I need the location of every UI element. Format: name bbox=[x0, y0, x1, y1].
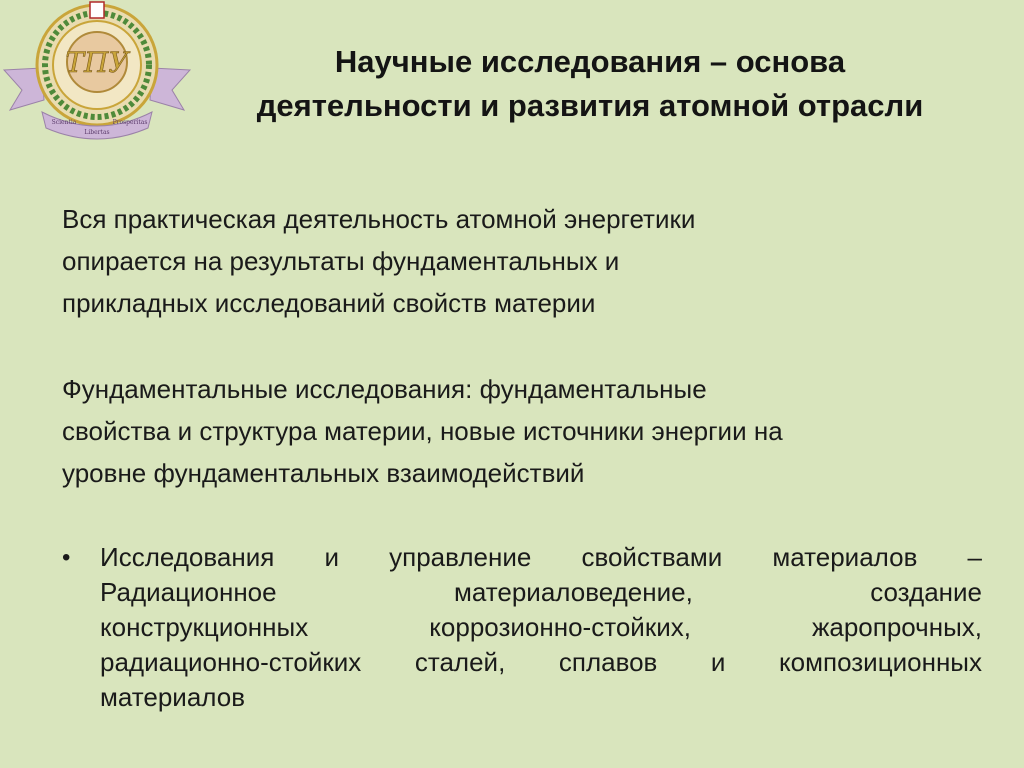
bullet-line: Радиационное материаловедение, создание bbox=[100, 577, 982, 607]
emblem-monogram: ТПУ bbox=[65, 46, 129, 79]
paragraph-1-line-3: прикладных исследований свойств материи bbox=[62, 288, 596, 318]
paragraph-2-line-2: свойства и структура материи, новые источники энергии на bbox=[62, 416, 783, 446]
paragraph-1-line-2: опирается на результаты фундаментальных и bbox=[62, 246, 620, 276]
emblem-motto-right: Prosperitas bbox=[112, 119, 148, 126]
university-emblem-logo bbox=[2, 0, 192, 150]
emblem-motto-left: Scientia bbox=[51, 119, 77, 126]
paragraph-fundamental-research bbox=[62, 368, 992, 494]
paragraph-practical-activity bbox=[62, 198, 992, 324]
bullet-item-materials-research bbox=[62, 540, 982, 715]
slide-title-line-2: деятельности и развития атомной отрасли bbox=[256, 88, 924, 123]
emblem-motto-center: Libertas bbox=[84, 129, 110, 136]
paragraph-1-line-1: Вся практическая деятельность атомной энергетики bbox=[62, 204, 696, 234]
slide-title bbox=[195, 40, 985, 128]
slide-title-line-1: Научные исследования – основа bbox=[334, 44, 846, 79]
paragraph-2-line-3: уровне фундаментальных взаимодействий bbox=[62, 458, 585, 488]
bullet-line: конструкционных коррозионно-стойких, жаропрочных, bbox=[100, 612, 982, 642]
bullet-list bbox=[62, 540, 982, 715]
bullet-line: материалов bbox=[100, 682, 246, 712]
bullet-line: Исследования и управление свойствами материалов – bbox=[100, 542, 982, 572]
bullet-line: радиационно-стойких сталей, сплавов и композиционных bbox=[100, 647, 982, 677]
bullet-marker: • bbox=[62, 544, 71, 571]
paragraph-2-line-1: Фундаментальные исследования: фундаментальные bbox=[62, 374, 707, 404]
